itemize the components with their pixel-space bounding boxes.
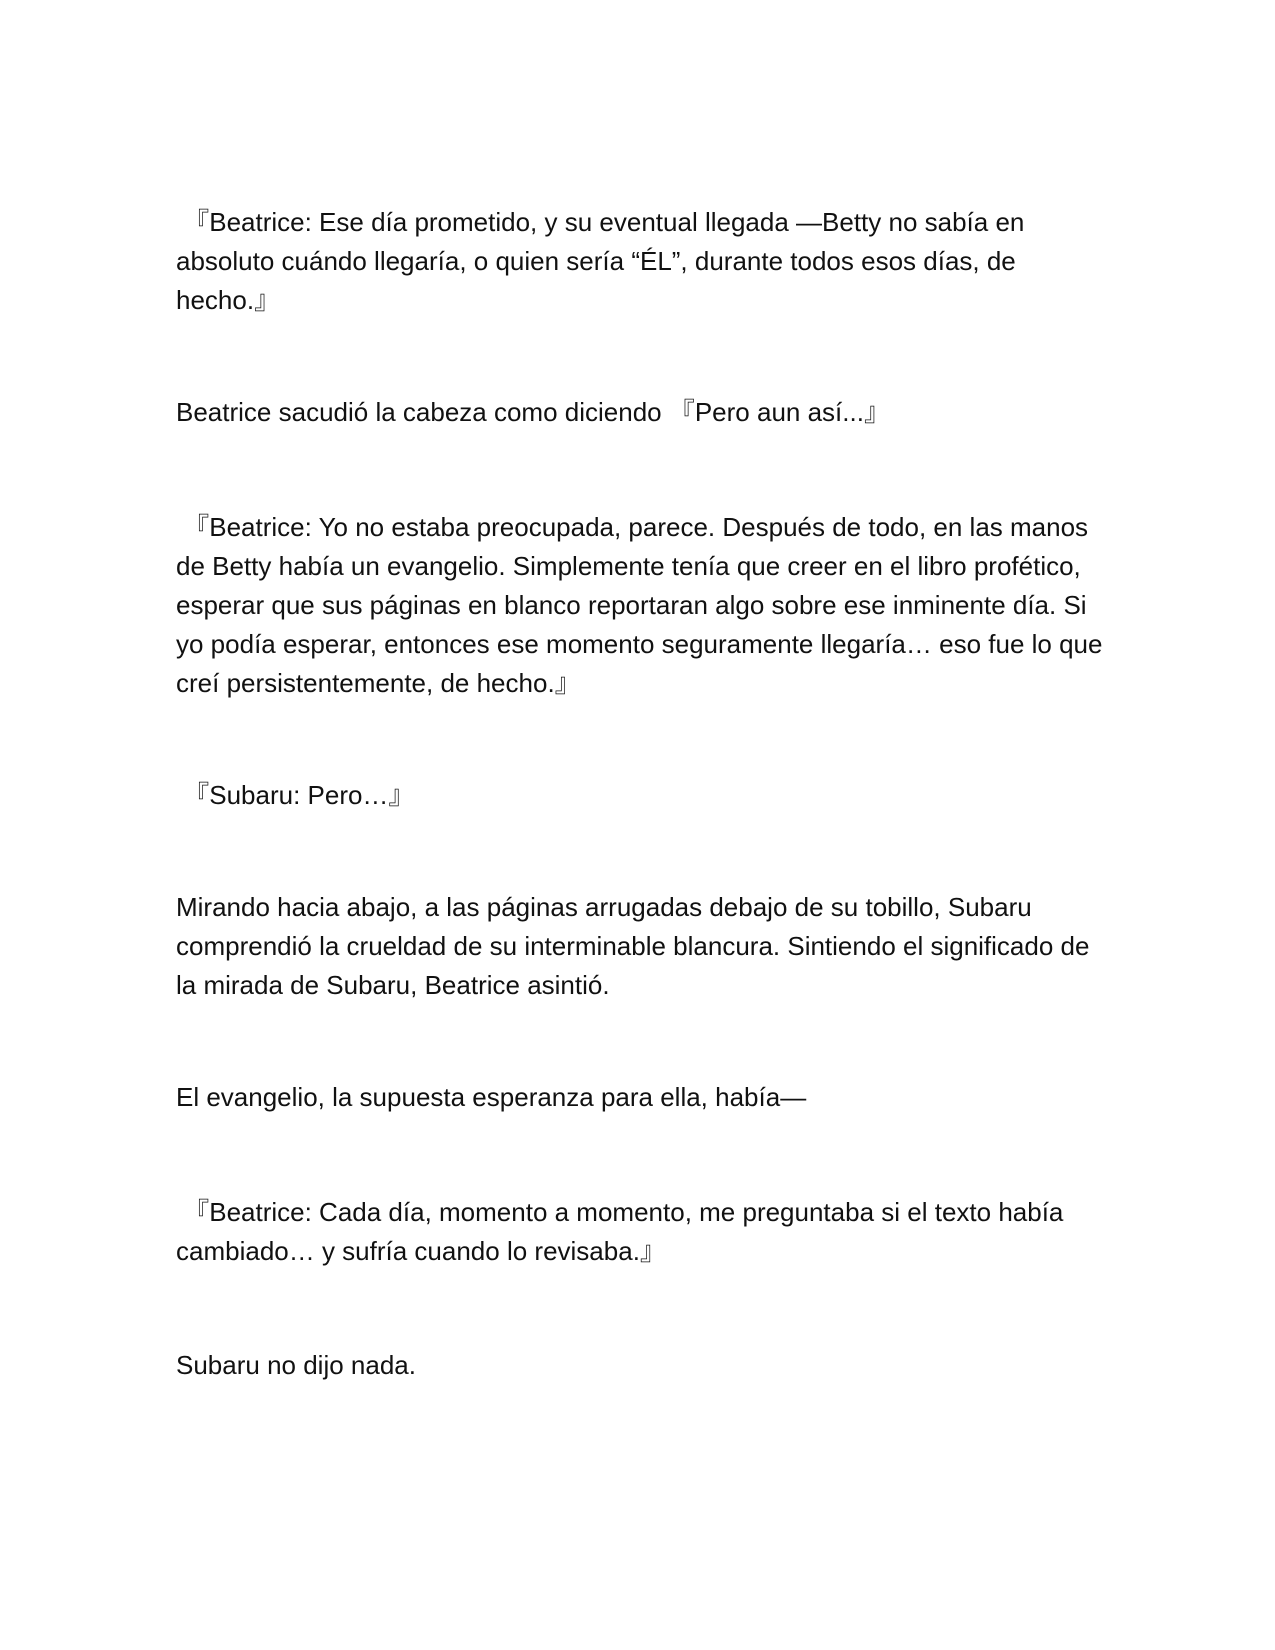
paragraph-beatrice-shakes-head: Beatrice sacudió la cabeza como diciendo 『Pero aun así...』 [176, 397, 890, 427]
paragraph-beatrice-promised-day: 『Beatrice: Ese día prometido, y su eventual llegada —Betty no sabía en absoluto cuándo llegaría, o quien sería “ÉL”, durante todos esos días, de hecho.』 [176, 207, 1025, 315]
paragraph-looking-down: Mirando hacia abajo, a las páginas arrugadas debajo de su tobillo, Subaru comprendió la crueldad de su interminable blancura. Sintiendo el significado de la mirada de Subaru, Beatrice asintió. [176, 892, 1090, 1000]
paragraph-beatrice-gospel: 『Beatrice: Yo no estaba preocupada, parece. Después de todo, en las manos de Betty había un evangelio. Simplemente tenía que creer en el libro profético, esperar que sus páginas en blanco reportaran algo sobre ese inminente día. Si yo podía esperar, entonces ese momento seguramente llegaría… eso fue lo que creí persistentemente, de hecho.』 [176, 512, 1103, 698]
paragraph-subaru-silent: Subaru no dijo nada. [176, 1350, 416, 1380]
paragraph-beatrice-each-day: 『Beatrice: Cada día, momento a momento, me preguntaba si el texto había cambiado… y sufría cuando lo revisaba.』 [176, 1197, 1064, 1266]
paragraph-gospel-hope: El evangelio, la supuesta esperanza para ella, había— [176, 1082, 807, 1112]
paragraph-subaru-but: 『Subaru: Pero…』 [176, 780, 415, 810]
